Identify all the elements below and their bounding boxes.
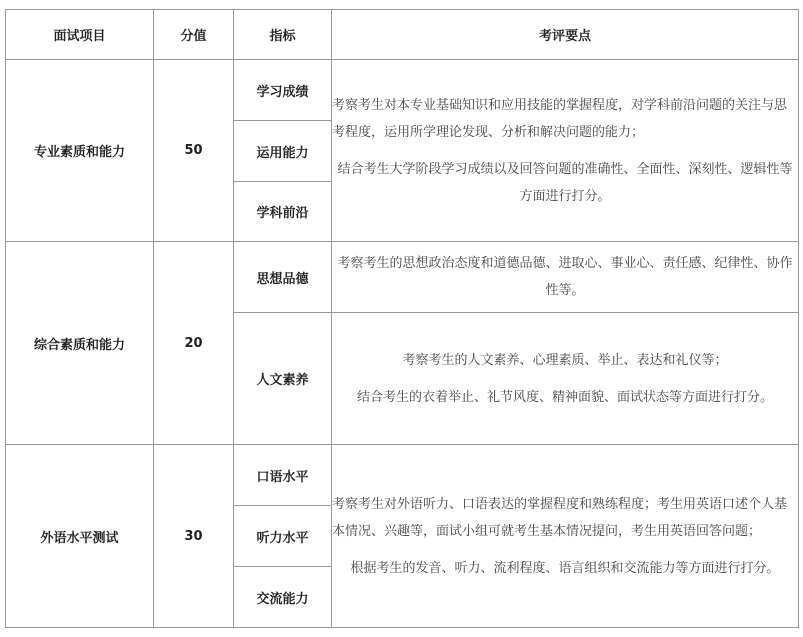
points-morality [332, 242, 799, 313]
points-text: 根据考生的发音、听力、流利程度、语言组织和交流能力等方面进行打分。 [350, 560, 780, 576]
points-text: 考察考生对外语听力、口语表达的掌握程度和熟练程度；考生用英语口述个人基本情况、兴趣等，面试小组可就考生基本情况提问，考生用英语回答问题； [332, 496, 788, 539]
header-score: 分值 [154, 10, 234, 60]
points-text: 结合考生大学阶段学习成绩以及回答问题的准确性、全面性、深刻性、逻辑性等方面进行打分。 [337, 161, 793, 204]
points-humanities [332, 313, 799, 445]
item-foreign-language: 外语水平测试 [6, 445, 154, 628]
item-professional: 专业素质和能力 [6, 60, 154, 242]
header-indicator: 指标 [234, 10, 332, 60]
indicator-communication: 交流能力 [234, 567, 332, 628]
table-row [6, 60, 799, 121]
header-item: 面试项目 [6, 10, 154, 60]
indicator-morality: 思想品德 [234, 242, 332, 313]
table-row [6, 445, 799, 506]
points-professional [332, 60, 799, 242]
points-foreign-language [332, 445, 799, 628]
points-text: 结合考生的衣着举止、礼节风度、精神面貌、面试状态等方面进行打分。 [356, 389, 773, 405]
table-row [6, 242, 799, 313]
points-text: 考察考生的人文素养、心理素质、举止、表达和礼仪等； [402, 352, 728, 368]
indicator-frontier: 学科前沿 [234, 182, 332, 242]
indicator-academic-grades: 学习成绩 [234, 60, 332, 121]
points-text: 考察考生的思想政治态度和道德品德、进取心、事业心、责任感、纪律性、协作性等。 [337, 256, 793, 298]
indicator-application: 运用能力 [234, 121, 332, 182]
indicator-speaking: 口语水平 [234, 445, 332, 506]
score-comprehensive: 20 [154, 242, 234, 445]
header-points: 考评要点 [332, 10, 799, 60]
score-professional: 50 [154, 60, 234, 242]
item-comprehensive: 综合素质和能力 [6, 242, 154, 445]
points-text: 考察考生对本专业基础知识和应用技能的掌握程度，对学科前沿问题的关注与思考程度，运用所学理论发现、分析和解决问题的能力； [332, 97, 788, 140]
indicator-listening: 听力水平 [234, 506, 332, 567]
assessment-table [5, 9, 799, 628]
score-foreign-language: 30 [154, 445, 234, 628]
indicator-humanities: 人文素养 [234, 313, 332, 445]
table-header-row [6, 10, 799, 60]
